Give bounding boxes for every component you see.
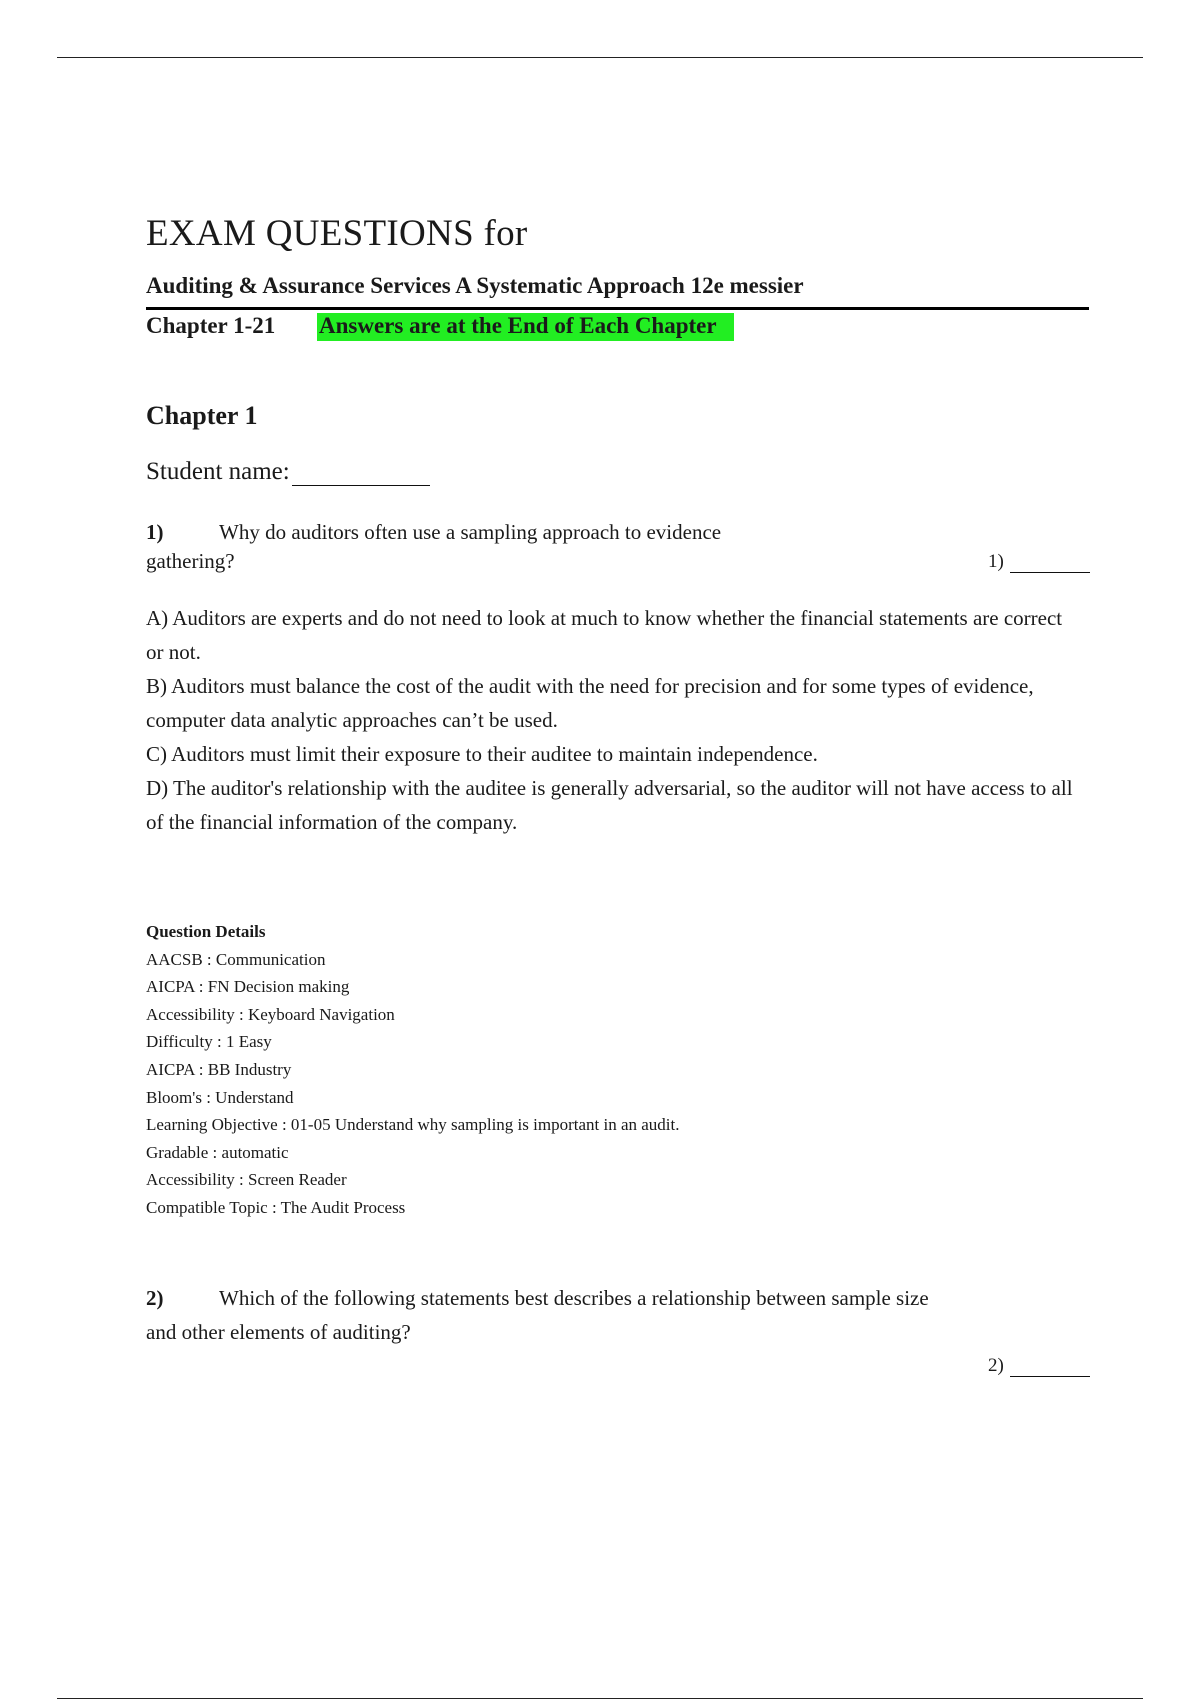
student-name-blank[interactable] xyxy=(292,460,430,486)
detail-item: AACSB : Communication xyxy=(146,949,326,969)
question-1-choices xyxy=(146,601,1076,839)
book-title: Auditing & Assurance Services A Systematic Approach 12e messier xyxy=(146,273,804,298)
question-1-line1: Why do auditors often use a sampling approach to evidence xyxy=(219,520,722,544)
question-1-answer-blank[interactable] xyxy=(1010,554,1090,573)
question-2-answer-label: 2) xyxy=(988,1355,1004,1376)
top-page-rule xyxy=(57,57,1143,58)
student-name-line xyxy=(146,458,430,486)
question-1-answer-slot xyxy=(988,551,1090,573)
question-1-text xyxy=(146,518,721,547)
chapter-range: Chapter 1-21 xyxy=(146,313,276,338)
question-1-number: 1) xyxy=(146,520,164,544)
title-underline xyxy=(146,307,1089,310)
question-2-answer-slot xyxy=(988,1355,1090,1377)
chapter-heading: Chapter 1 xyxy=(146,401,258,430)
detail-item: Accessibility : Screen Reader xyxy=(146,1170,347,1190)
question-1-answer-label: 1) xyxy=(988,551,1004,572)
question-2-number: 2) xyxy=(146,1286,164,1310)
question-details-heading: Question Details xyxy=(146,922,266,941)
student-name-label: Student name: xyxy=(146,458,290,485)
choice-c: C) Auditors must limit their exposure to their auditee to maintain independence. xyxy=(146,742,818,766)
question-1-line2: gathering? xyxy=(146,549,235,573)
choice-b: B) Auditors must balance the cost of the audit with the need for precision and for some types of evidence, computer data analytic approaches can’t be used. xyxy=(146,674,1034,732)
detail-item: AICPA : FN Decision making xyxy=(146,977,350,997)
bottom-page-rule xyxy=(57,1698,1143,1699)
question-2-answer-blank[interactable] xyxy=(1010,1358,1090,1377)
detail-item: Bloom's : Understand xyxy=(146,1087,294,1107)
detail-item: Learning Objective : 01-05 Understand why sampling is important in an audit. xyxy=(146,1115,680,1135)
detail-item: Accessibility : Keyboard Navigation xyxy=(146,1004,395,1024)
detail-item: Difficulty : 1 Easy xyxy=(146,1032,272,1052)
choice-d: D) The auditor's relationship with the auditee is generally adversarial, so the auditor will not have access to all of the financial information of the company. xyxy=(146,776,1073,834)
detail-item: AICPA : BB Industry xyxy=(146,1059,292,1079)
question-details xyxy=(146,918,680,1222)
question-2-line2: and other elements of auditing? xyxy=(146,1320,411,1344)
question-2-text xyxy=(146,1284,929,1313)
detail-item: Compatible Topic : The Audit Process xyxy=(146,1197,406,1217)
answers-note-highlight: Answers are at the End of Each Chapter xyxy=(317,313,734,341)
document-title: EXAM QUESTIONS for xyxy=(146,213,528,254)
question-2-line1: Which of the following statements best describes a relationship between sample size xyxy=(219,1286,929,1310)
detail-item: Gradable : automatic xyxy=(146,1142,289,1162)
choice-a: A) Auditors are experts and do not need to look at much to know whether the financial statements are correct or not. xyxy=(146,606,1063,664)
